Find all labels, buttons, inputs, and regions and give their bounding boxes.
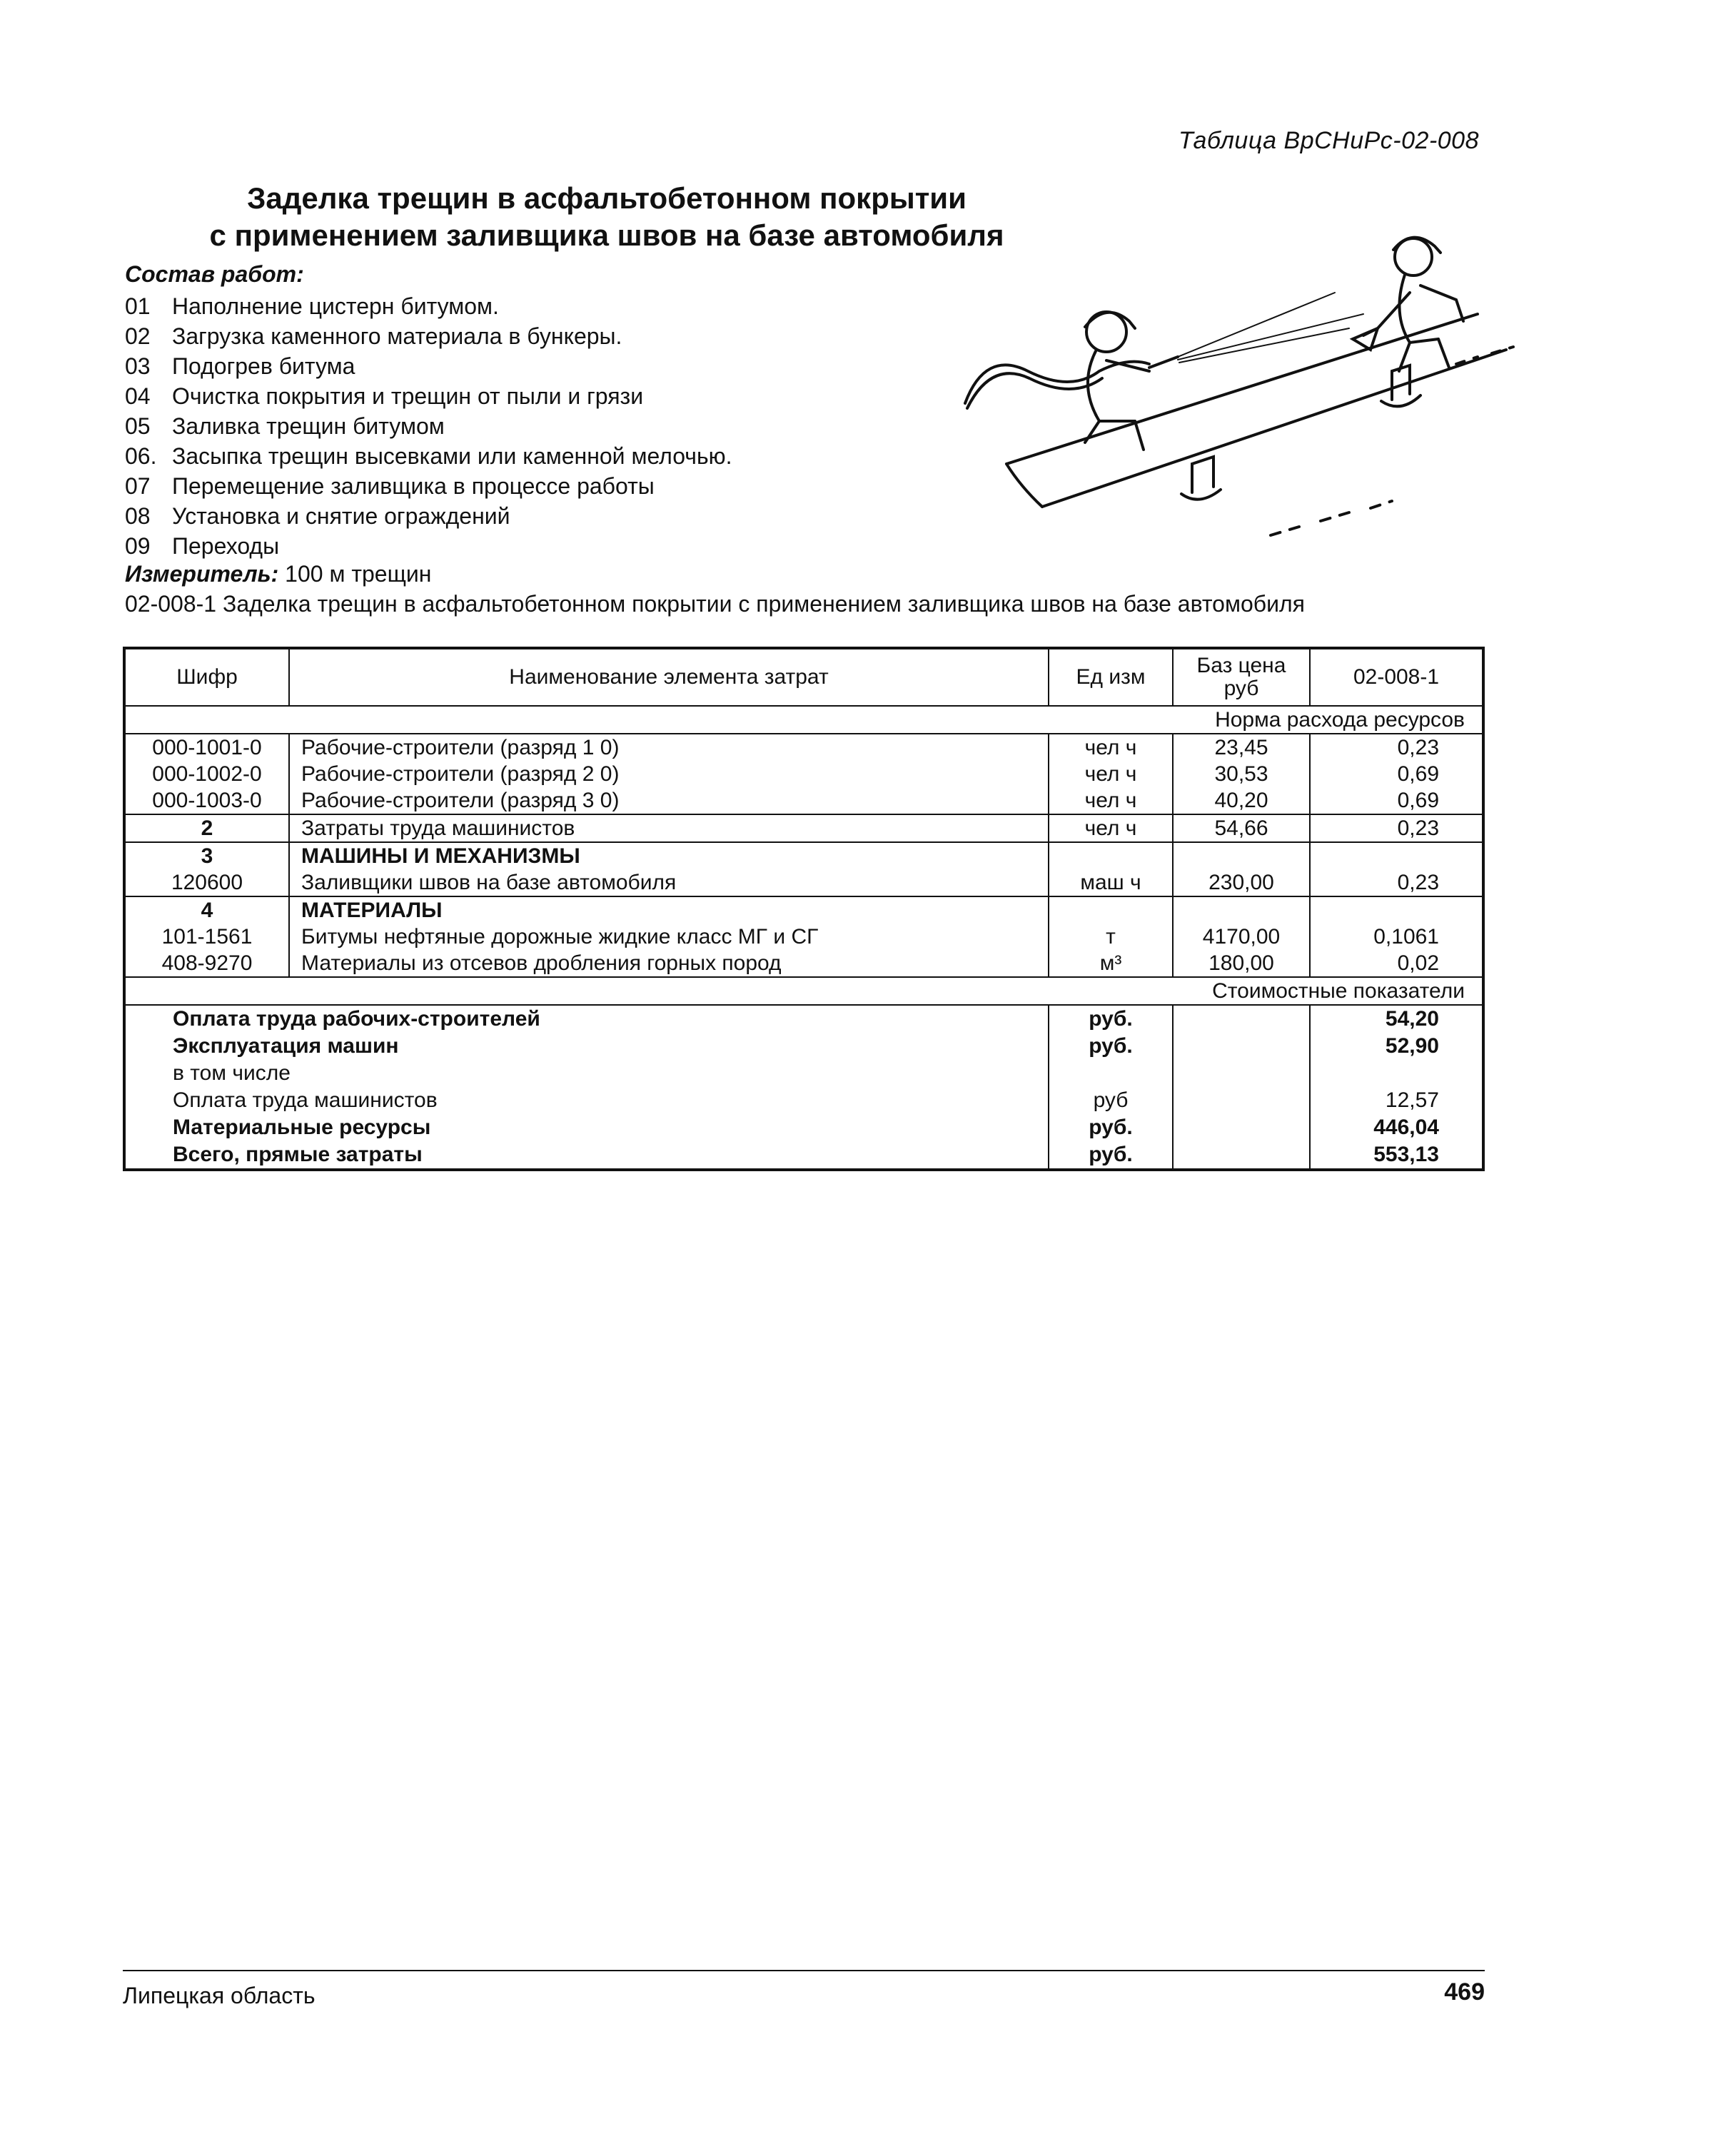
header-norm: 02-008-1 xyxy=(1310,648,1483,706)
work-step: 01 Наполнение цистерн битумом. xyxy=(125,293,499,319)
work-step: 07 Перемещение заливщика в процессе работы xyxy=(125,473,655,499)
meter-value: 100 м трещин xyxy=(285,561,432,587)
section-row-machines: 3 МАШИНЫ И МЕХАНИЗМЫ xyxy=(124,842,1483,869)
title-line-2: с применением заливщика швов на базе автомобиля xyxy=(209,218,1004,252)
table-header-row xyxy=(124,648,1483,706)
norm-caption: Норма расхода ресурсов xyxy=(124,706,1483,734)
header-name: Наименование элемента затрат xyxy=(289,648,1049,706)
work-step: 02 Загрузка каменного материала в бункеры. xyxy=(125,323,622,349)
work-step: 05 Заливка трещин битумом xyxy=(125,413,445,439)
header-price: Баз цена руб xyxy=(1173,648,1310,706)
header-code: Шифр xyxy=(124,648,289,706)
section-row-materials: 4 МАТЕРИАЛЫ xyxy=(124,896,1483,924)
title-line-1: Заделка трещин в асфальтобетонном покрытии xyxy=(247,181,967,215)
total-row: Материальные ресурсы руб. 446,04 xyxy=(124,1114,1483,1141)
total-row: Эксплуатация машин руб. 52,90 xyxy=(124,1033,1483,1060)
work-step: 09 Переходы xyxy=(125,533,280,559)
total-row: Оплата труда рабочих-строителей руб. 54,20 xyxy=(124,1005,1483,1033)
table-row: 120600 Заливщики швов на базе автомобиля маш ч 230,00 0,23 xyxy=(124,869,1483,896)
table-row: 000-1002-0 Рабочие-строители (разряд 2 0) чел ч 30,53 0,69 xyxy=(124,761,1483,787)
table-identifier: Таблица ВрСНиРс-02-008 xyxy=(1178,127,1479,154)
total-row: Всего, прямые затраты руб. 553,13 xyxy=(124,1141,1483,1170)
table-row: 000-1001-0 Рабочие-строители (разряд 1 0) чел ч 23,45 0,23 xyxy=(124,734,1483,761)
page-title xyxy=(121,180,1092,254)
norm-caption-row xyxy=(124,706,1483,734)
cost-caption: Стоимостные показатели xyxy=(124,977,1483,1005)
work-step: 06. Засыпка трещин высевками или каменной мелочью. xyxy=(125,443,732,469)
work-step: 03 Подогрев битума xyxy=(125,353,355,379)
code-description-line: 02-008-1 Заделка трещин в асфальтобетонном покрытии с применением заливщика швов на базе автомобиля xyxy=(125,591,1305,617)
cost-caption-row xyxy=(124,977,1483,1005)
footer-divider xyxy=(123,1970,1485,1971)
footer-region: Липецкая область xyxy=(123,1983,316,2008)
work-step: 08 Установка и снятие ограждений xyxy=(125,503,510,529)
header-unit: Ед изм xyxy=(1049,648,1173,706)
work-steps-list xyxy=(125,291,732,561)
work-composition-heading: Состав работ: xyxy=(125,261,304,287)
measurement-unit xyxy=(125,561,431,587)
total-row: в том числе xyxy=(124,1060,1483,1087)
table-row: 408-9270 Материалы из отсевов дробления горных пород м³ 180,00 0,02 xyxy=(124,950,1483,977)
total-row: Оплата труда машинистов руб 12,57 xyxy=(124,1087,1483,1114)
meter-label: Измеритель: xyxy=(125,561,279,587)
page-number: 469 xyxy=(1444,1978,1485,2006)
table-row: 101-1561 Битумы нефтяные дорожные жидкие класс МГ и СГ т 4170,00 0,1061 xyxy=(124,924,1483,950)
workers-sealing-cracks-illustration xyxy=(964,207,1535,542)
cost-table xyxy=(123,647,1485,1171)
table-row: 000-1003-0 Рабочие-строители (разряд 3 0) чел ч 40,20 0,69 xyxy=(124,787,1483,814)
table-row: 2 Затраты труда машинистов чел ч 54,66 0,23 xyxy=(124,814,1483,842)
work-step: 04 Очистка покрытия и трещин от пыли и грязи xyxy=(125,383,644,409)
